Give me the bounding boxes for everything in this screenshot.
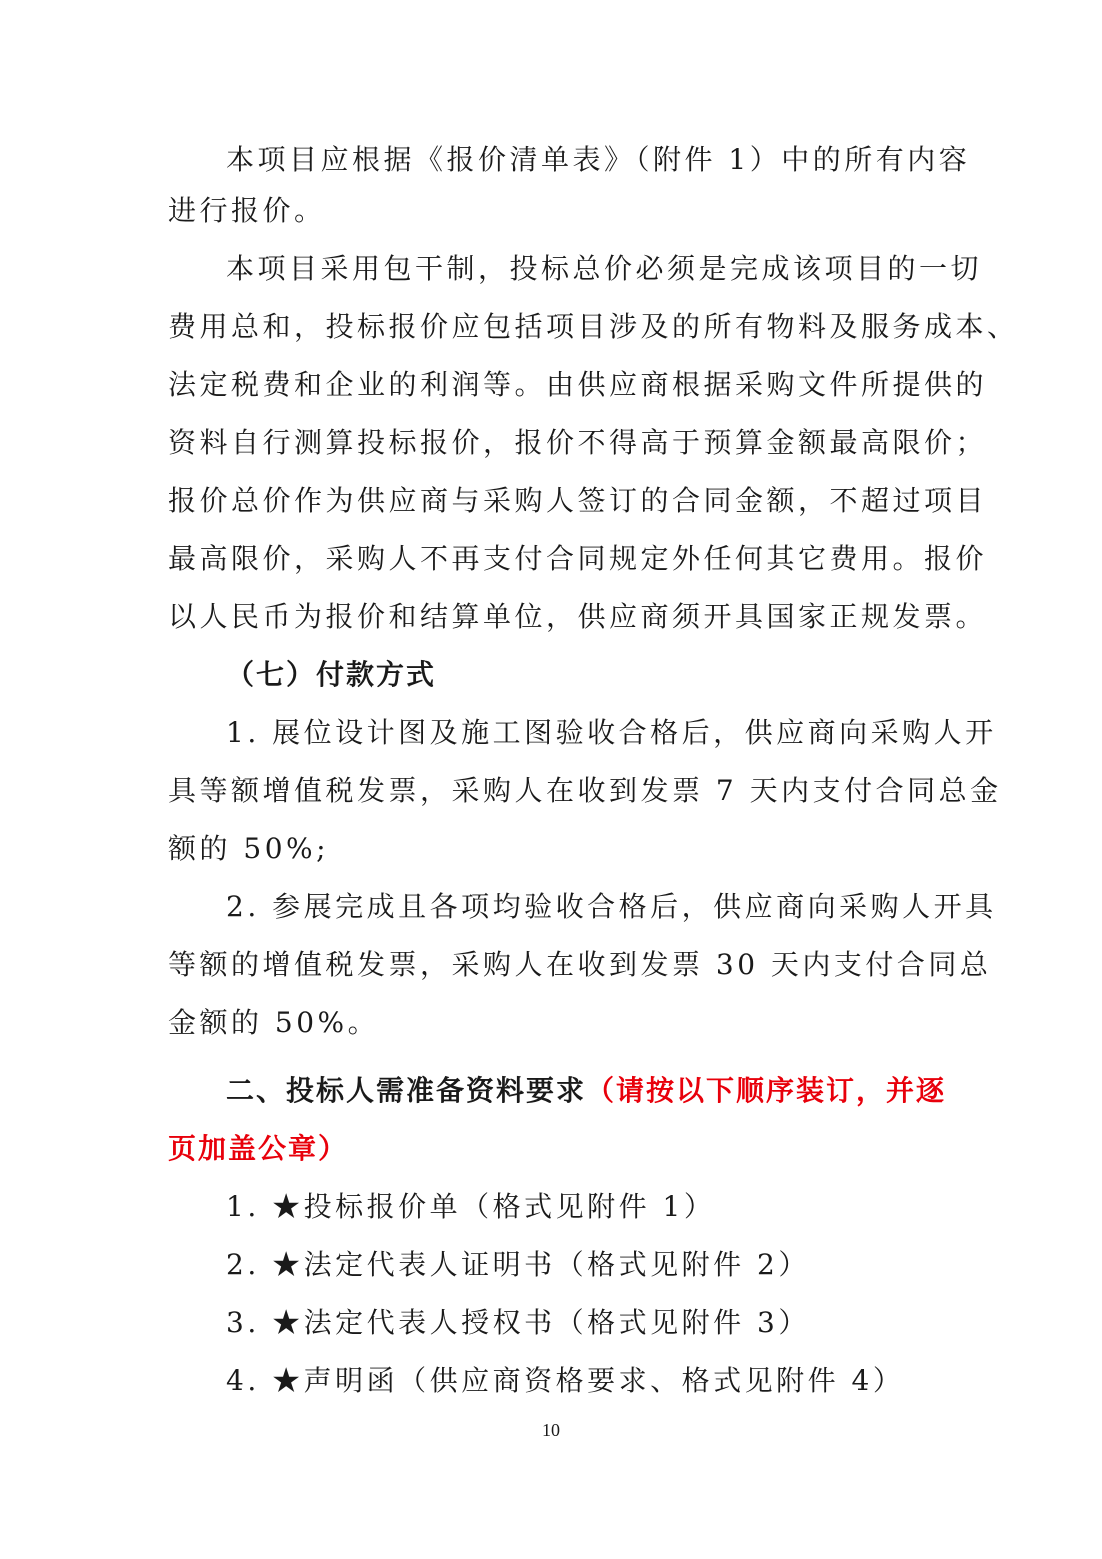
para-2-line-2: 费用总和，投标报价应包括项目涉及的所有物料及服务成本、 xyxy=(168,310,1019,343)
para-4-line-2: 等额的增值税发票，采购人在收到发票 30 天内支付合同总 xyxy=(168,948,992,981)
section-heading-payment: （七）付款方式 xyxy=(226,658,437,691)
para-2-line-1: 本项目采用包干制，投标总价必须是完成该项目的一切 xyxy=(226,252,983,285)
para-3-line-1: 1. 展位设计图及施工图验收合格后，供应商向采购人开 xyxy=(226,716,997,749)
para-2-line-4: 资料自行测算投标报价，报价不得高于预算金额最高限价； xyxy=(168,426,988,459)
para-1-line-1: 本项目应根据《报价清单表》（附件 1）中的所有内容 xyxy=(226,143,971,176)
para-1-line-2: 进行报价。 xyxy=(168,194,326,227)
list-item-1: 1. ★投标报价单（格式见附件 1） xyxy=(226,1190,716,1223)
para-2-line-7: 以人民币为报价和结算单位，供应商须开具国家正规发票。 xyxy=(168,600,988,633)
heading-black-text: 二、投标人需准备资料要求 xyxy=(226,1074,587,1107)
section-heading-materials xyxy=(226,1073,996,1109)
para-3-line-3: 额的 50%; xyxy=(168,832,330,865)
para-3-line-2: 具等额增值税发票，采购人在收到发票 7 天内支付合同总金 xyxy=(168,774,1002,807)
list-item-2: 2. ★法定代表人证明书（格式见附件 2） xyxy=(226,1248,810,1281)
para-4-line-3: 金额的 50%。 xyxy=(168,1006,380,1039)
para-2-line-3: 法定税费和企业的利润等。由供应商根据采购文件所提供的 xyxy=(168,368,988,401)
para-2-line-5: 报价总价作为供应商与采购人签订的合同金额，不超过项目 xyxy=(168,484,988,517)
para-2-line-6: 最高限价，采购人不再支付合同规定外任何其它费用。报价 xyxy=(168,542,988,575)
para-4-line-1: 2. 参展完成且各项均验收合格后，供应商向采购人开具 xyxy=(226,890,997,923)
list-item-3: 3. ★法定代表人授权书（格式见附件 3） xyxy=(226,1306,810,1339)
heading-red-note: （请按以下顺序装订，并逐 xyxy=(586,1074,947,1107)
page-number: 10 xyxy=(542,1420,560,1440)
list-item-4: 4. ★声明函（供应商资格要求、格式见附件 4） xyxy=(226,1364,905,1397)
heading-red-note-line-2: 页加盖公章） xyxy=(168,1132,349,1165)
